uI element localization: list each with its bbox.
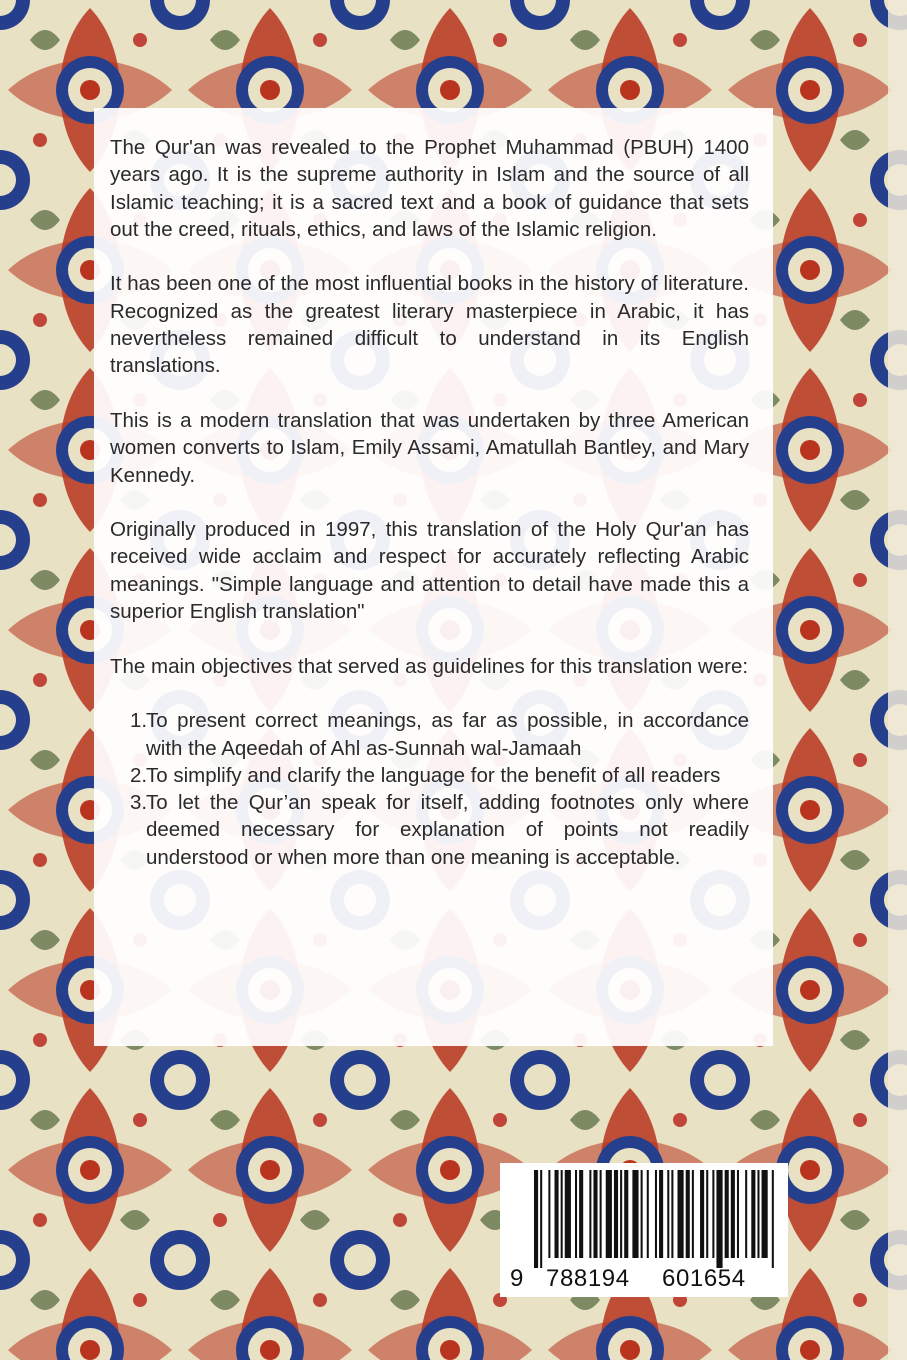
barcode-bar	[686, 1170, 690, 1258]
barcode-left-group: 788194	[546, 1265, 630, 1292]
barcode-bar	[716, 1170, 722, 1268]
barcode-bars	[510, 1170, 778, 1268]
barcode-bar	[706, 1170, 708, 1258]
barcode-bar	[614, 1170, 618, 1258]
barcode-bar	[731, 1170, 735, 1258]
barcode-bar	[667, 1170, 669, 1258]
barcode-right-group: 601654	[662, 1265, 746, 1292]
objectives-list	[110, 707, 749, 871]
paragraph-translators: This is a modern translation that was undertaken by three American women converts to Islam, Emily Assami, Amatullah Bantley, and Mary Kennedy.	[110, 408, 749, 487]
barcode-bar	[632, 1170, 638, 1258]
barcode-bar	[751, 1170, 755, 1258]
description-panel	[94, 108, 773, 1046]
list-item: 2. To simplify and clarify the language for the benefit of all readers	[130, 763, 721, 787]
barcode-bar	[534, 1170, 538, 1268]
barcode-bar	[655, 1170, 657, 1258]
paragraph-intro: The Qur'an was revealed to the Prophet Muhammad (PBUH) 1400 years ago. It is the supreme authority in Islam and the source of all Islamic teaching; it is a sacred text and a book of guidance that sets out the creed, rituals, ethics, and laws of the Islamic religion.	[110, 136, 749, 241]
barcode-bar	[772, 1170, 774, 1268]
paragraph-objectives-intro: The main objectives that served as guidelines for this translation were:	[110, 654, 749, 678]
list-item: 3. To let the Qur’an speak for itself, adding footnotes only where deemed necessary for explanation of points not readily understood or when more than one meaning is acceptable.	[130, 791, 749, 869]
barcode-bar	[540, 1170, 542, 1268]
barcode-bar	[725, 1170, 729, 1258]
barcode-bar	[565, 1170, 571, 1258]
barcode-bar	[737, 1170, 739, 1258]
barcode-bar	[745, 1170, 747, 1258]
barcode-bar	[606, 1170, 612, 1258]
barcode-bar	[620, 1170, 622, 1258]
barcode-bar	[600, 1170, 602, 1258]
barcode-bar	[555, 1170, 559, 1258]
barcode-bar	[579, 1170, 583, 1258]
barcode-bar	[641, 1170, 643, 1258]
barcode-bar	[624, 1170, 628, 1258]
barcode-bar	[575, 1170, 577, 1258]
list-item: 1. To present correct meanings, as far as possible, in accordance with the Aqeedah of Ahl as-Sunnah wal-Jamaah	[130, 709, 749, 760]
barcode-bar	[589, 1170, 591, 1258]
isbn-barcode	[500, 1163, 788, 1297]
barcode-bar	[700, 1170, 704, 1258]
barcode-bar	[671, 1170, 673, 1258]
barcode-bar	[712, 1170, 714, 1258]
barcode-bar	[548, 1170, 550, 1258]
barcode-bar	[762, 1170, 768, 1258]
barcode-first-digit: 9	[510, 1265, 524, 1292]
paragraph-acclaim: Originally produced in 1997, this translation of the Holy Qur'an has received wide acclaim and respect for accurately reflecting Arabic meanings. "Simple language and attention to detail have made this a superior English translation"	[110, 518, 749, 624]
barcode-bar	[647, 1170, 649, 1258]
barcode-bar	[757, 1170, 759, 1258]
paragraph-influence: It has been one of the most influential books in the history of literature. Recognized as the greatest literary masterpiece in Arabic, it has nevertheless remained difficult to understand in its English translations.	[110, 272, 749, 378]
barcode-bar	[678, 1170, 684, 1258]
barcode-bar	[561, 1170, 563, 1258]
barcode-bar	[593, 1170, 597, 1258]
barcode-bar	[659, 1170, 663, 1258]
barcode-bar	[692, 1170, 694, 1258]
